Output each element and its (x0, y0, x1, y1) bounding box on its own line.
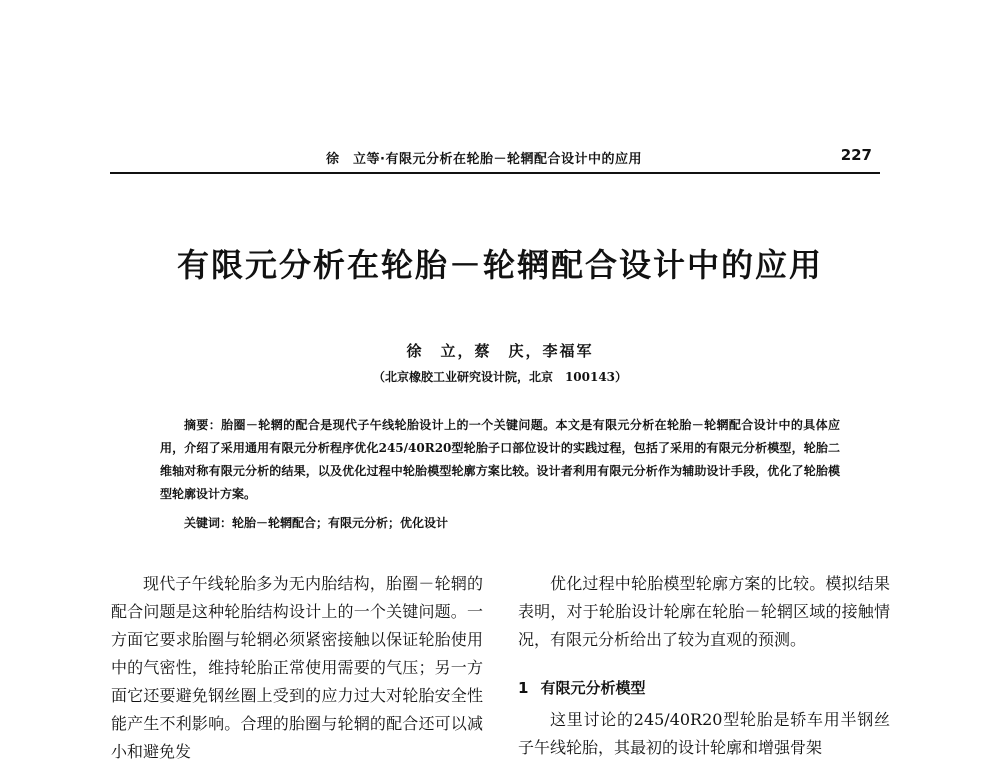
keywords-label: 关键词： (184, 516, 233, 530)
body-column-right (518, 570, 890, 762)
affiliation: （北京橡胶工业研究设计院，北京 100143） (372, 370, 628, 384)
section-number: 1 (518, 679, 529, 697)
keywords (160, 514, 840, 531)
running-title: 徐 立等·有限元分析在轮胎－轮辋配合设计中的应用 (326, 152, 642, 167)
section-heading (518, 674, 890, 702)
authors: 徐 立，蔡 庆，李福军 (406, 342, 594, 360)
body-column-left (111, 570, 483, 766)
section-title: 有限元分析模型 (540, 679, 646, 697)
paper-title: 有限元分析在轮胎－轮辋配合设计中的应用 (176, 246, 823, 284)
keywords-text: 轮胎－轮辋配合；有限元分析；优化设计 (232, 516, 449, 530)
page-number: 227 (840, 146, 872, 164)
body-paragraph: 优化过程中轮胎模型轮廓方案的比较。模拟结果表明，对于轮胎设计轮廓在轮胎－轮辋区域的接触情况，有限元分析给出了较为直观的预测。 (518, 574, 890, 649)
abstract (160, 414, 840, 506)
abstract-text: 胎圈－轮辋的配合是现代子午线轮胎设计上的一个关键问题。本文是有限元分析在轮胎－轮辋配合设计中的具体应用，介绍了采用通用有限元分析程序优化245/40R20型轮胎子口部位设计的实践过程，包括了采用的有限元分析模型，轮胎二维轴对称有限元分析的结果，以及优化过程中轮胎模型轮廓方案比较。设计者利用有限元分析作为辅助设计手段，优化了轮胎模型轮廓设计方案。 (160, 418, 840, 501)
running-header (110, 146, 880, 174)
body-paragraph: 这里讨论的245/40R20型轮胎是轿车用半钢丝子午线轮胎，其最初的设计轮廓和增强骨架 (518, 710, 890, 757)
body-paragraph: 现代子午线轮胎多为无内胎结构，胎圈－轮辋的配合问题是这种轮胎结构设计上的一个关键问题。一方面它要求胎圈与轮辋必须紧密接触以保证轮胎使用中的气密性，维持轮胎正常使用需要的气压；另一方面它还要避免钢丝圈上受到的应力过大对轮胎安全性能产生不利影响。合理的胎圈与轮辋的配合还可以减小和避免发 (111, 574, 483, 761)
abstract-label: 摘要： (184, 418, 222, 432)
